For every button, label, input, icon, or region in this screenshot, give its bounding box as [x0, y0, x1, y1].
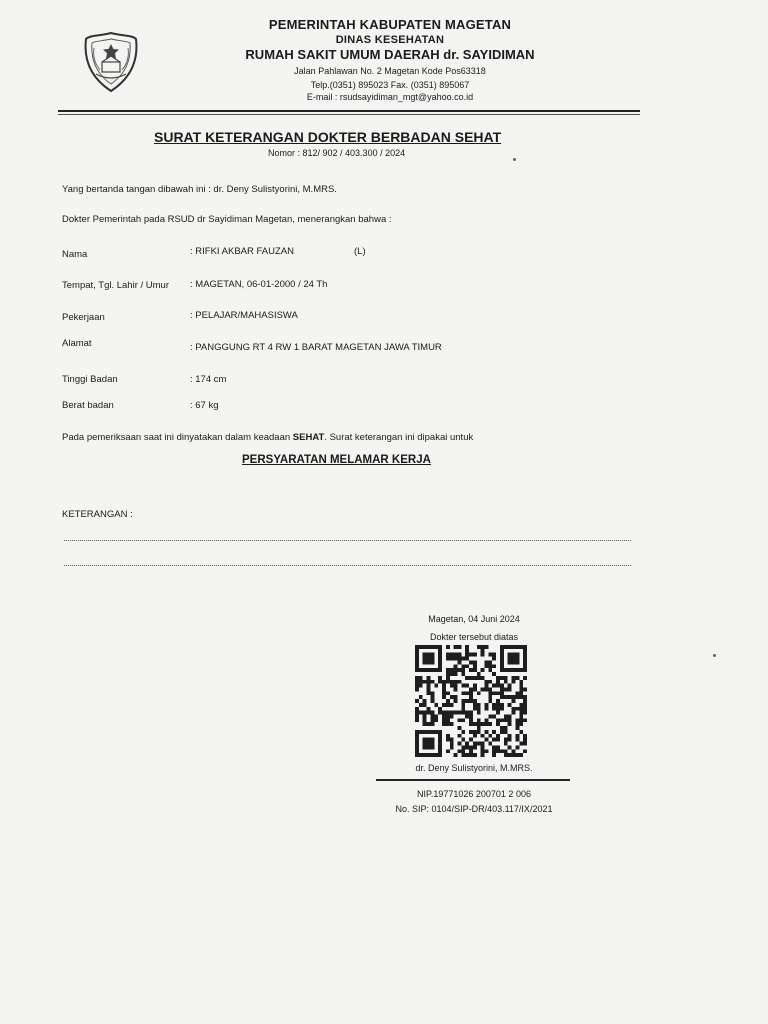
- intro-declaration: Dokter Pemerintah pada RSUD dr Sayidiman Magetan, menerangkan bahwa :: [62, 214, 392, 225]
- field-value-nama: : RIFKI AKBAR FAUZAN: [190, 246, 294, 257]
- kop-line-hospital: RUMAH SAKIT UMUM DAERAH dr. SAYIDIMAN: [245, 47, 535, 62]
- field-value-pekerjaan: : PELAJAR/MAHASISWA: [190, 310, 298, 321]
- document-number: Nomor : 812/ 902 / 403.300 / 2024: [268, 148, 406, 158]
- field-label-alamat: Alamat: [62, 338, 92, 349]
- keterangan-line-2: [64, 565, 631, 566]
- letterhead-divider: [58, 110, 640, 112]
- purpose-heading: PERSYARATAN MELAMAR KERJA: [242, 454, 431, 466]
- keterangan-line-1: [64, 540, 631, 541]
- doctor-name: dr. Deny Sulistyorini, M.MRS.: [415, 763, 533, 773]
- signature-note: Dokter tersebut diatas: [429, 632, 519, 642]
- field-label-ttl: Tempat, Tgl. Lahir / Umur: [62, 280, 170, 291]
- scan-speck: [513, 158, 516, 161]
- field-label-nama: Nama: [62, 249, 88, 260]
- qr-code-icon: [414, 645, 528, 757]
- doctor-sip: No. SIP: 0104/SIP-DR/403.117/IX/2021: [395, 804, 553, 814]
- field-value-tinggi: : 174 cm: [190, 374, 227, 385]
- kop-line-email: E-mail : rsudsayidiman_mgt@yahoo.co.id: [306, 92, 474, 102]
- letterhead-divider-thin: [58, 114, 640, 115]
- field-value-berat: : 67 kg: [190, 400, 219, 411]
- signature-place-date: Magetan, 04 Juni 2024: [428, 614, 520, 624]
- kop-line-address: Jalan Pahlawan No. 2 Magetan Kode Pos63318: [294, 66, 486, 76]
- statement-healthy: SEHAT: [292, 432, 325, 443]
- health-statement: [62, 432, 473, 443]
- statement-text-before: Pada pemeriksaan saat ini dinyatakan dalam keadaan: [62, 432, 293, 443]
- field-value-gender: (L): [354, 246, 366, 257]
- kop-line-phone: Telp.(0351) 895023 Fax. (0351) 895067: [310, 80, 470, 90]
- field-value-ttl: : MAGETAN, 06-01-2000 / 24 Th: [190, 279, 328, 290]
- statement-text-after: . Surat keterangan ini dipakai untuk: [324, 432, 474, 443]
- document-title: SURAT KETERANGAN DOKTER BERBADAN SEHAT: [154, 129, 502, 145]
- keterangan-label: KETERANGAN :: [62, 509, 133, 520]
- kop-line-government: PEMERINTAH KABUPATEN MAGETAN: [268, 17, 512, 32]
- doctor-nip: NIP.19771026 200701 2 006: [417, 789, 531, 799]
- signature-underline: [376, 779, 570, 781]
- intro-signer: Yang bertanda tangan dibawah ini : dr. Deny Sulistyorini, M.MRS.: [62, 184, 337, 195]
- regency-crest-icon: [82, 30, 140, 94]
- field-label-berat: Berat badan: [62, 400, 114, 411]
- field-value-alamat: : PANGGUNG RT 4 RW 1 BARAT MAGETAN JAWA TIMUR: [190, 342, 442, 353]
- scan-speck: [713, 654, 716, 657]
- field-label-pekerjaan: Pekerjaan: [62, 312, 105, 323]
- field-label-tinggi: Tinggi Badan: [62, 374, 118, 385]
- kop-line-department: DINAS KESEHATAN: [335, 34, 445, 46]
